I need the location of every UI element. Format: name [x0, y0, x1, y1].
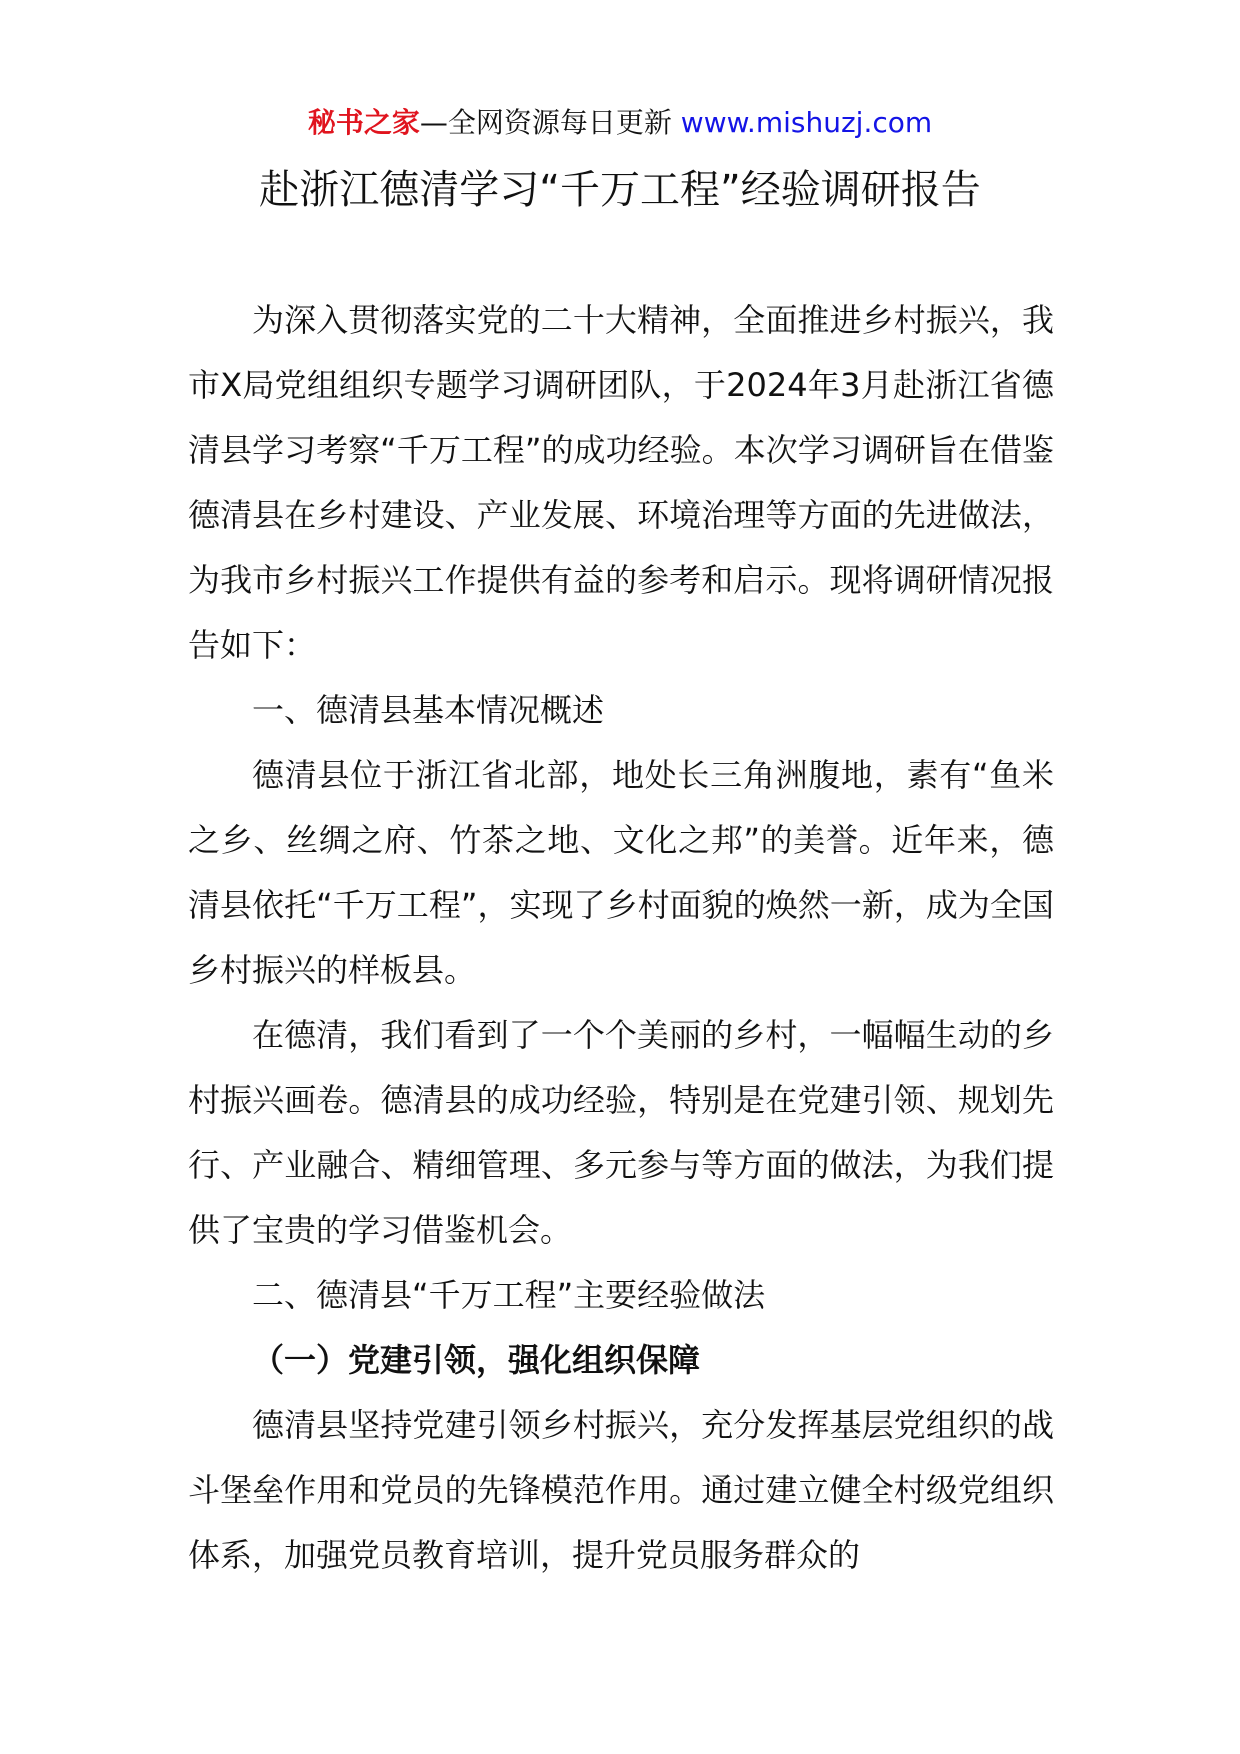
section-heading-2: 二、德清县“千万工程”主要经验做法 [252, 1276, 766, 1314]
document-body [188, 288, 1054, 1588]
site-tagline: —全网资源每日更新 [419, 106, 672, 139]
section-heading-1: 一、德清县基本情况概述 [252, 691, 605, 729]
site-banner [0, 103, 1240, 143]
subsection-heading-1: （一）党建引领，强化组织保障 [252, 1341, 701, 1379]
document-title: 赴浙江德清学习“千万工程”经验调研报告 [259, 167, 981, 213]
body-paragraph: 德清县坚持党建引领乡村振兴，充分发挥基层党组织的战斗堡垒作用和党员的先锋模范作用。通过建立健全村级党组织体系，加强党员教育培训，提升党员服务群众的 [188, 1406, 1054, 1574]
body-paragraph: 在德清，我们看到了一个个美丽的乡村，一幅幅生动的乡村振兴画卷。德清县的成功经验，特别是在党建引领、规划先行、产业融合、精细管理、多元参与等方面的做法，为我们提供了宝贵的学习借鉴机会。 [188, 1016, 1054, 1249]
intro-paragraph: 为深入贯彻落实党的二十大精神，全面推进乡村振兴，我市X局党组组织专题学习调研团队，于2024年3月赴浙江省德清县学习考察“千万工程”的成功经验。本次学习调研旨在借鉴德清县在乡村建设、产业发展、环境治理等方面的先进做法，为我市乡村振兴工作提供有益的参考和启示。现将调研情况报告如下： [188, 301, 1054, 664]
site-brand: 秘书之家 [307, 106, 420, 139]
body-paragraph: 德清县位于浙江省北部，地处长三角洲腹地，素有“鱼米之乡、丝绸之府、竹茶之地、文化之邦”的美誉。近年来，德清县依托“千万工程”，实现了乡村面貌的焕然一新，成为全国乡村振兴的样板县。 [188, 756, 1054, 989]
site-url-link[interactable]: www.mishuzj.com [680, 106, 933, 139]
